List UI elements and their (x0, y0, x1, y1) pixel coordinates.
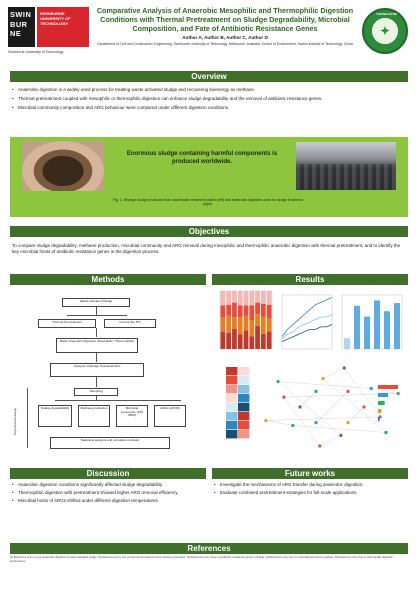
bar-segment (221, 291, 226, 306)
overview-bullets (12, 87, 408, 112)
bar (384, 311, 390, 349)
affiliations: Department of Civil and Construction Engineering, Swinburne University of Technology, Melbourne, Australia; School of Environment, Harbin Institute of Technology, China (97, 42, 353, 46)
band-heading: Enormous sludge containing harmful components is produced worldwide. (126, 151, 278, 165)
heatmap-cell (226, 367, 237, 375)
heatmap-cell (226, 421, 237, 429)
network-node (322, 377, 325, 380)
heatmap-chart (226, 367, 249, 438)
network-node (264, 419, 267, 422)
heatmap-cell (226, 430, 237, 438)
bar-segment (255, 303, 260, 315)
heatmap-cell (238, 394, 249, 402)
heatmap-cell (238, 367, 249, 375)
network-edge (266, 421, 293, 426)
legend-bar (378, 417, 380, 421)
flow-step: Analysis of Sludge Characteristics (50, 363, 144, 377)
poster-title: Comparative Analysis of Anaerobic Mesophilic and Thermophilic Digestion Conditions with Thermal Pretreatment on Sludge Degradability, Microbial Composition, and Fate of Antibiotic Resistance Genes (96, 6, 354, 33)
authors: Author A, Author B, Author C, Author D (182, 35, 268, 40)
heatmap-cell (238, 421, 249, 429)
network-edge (344, 368, 380, 417)
flow-step: Statistical analysis and correlation network (50, 437, 170, 449)
heatmap-cell (226, 394, 237, 402)
discussion-bullet: • Anaerobic digestion conditions significantly affected sludge degradability. (12, 482, 206, 488)
objectives-heading: Objectives (10, 226, 408, 237)
heatmap-cell (238, 412, 249, 420)
flow-step: Sampling (74, 388, 118, 396)
flow-step: Waste Activated Sludge (62, 298, 130, 307)
flow-connector (96, 396, 97, 400)
flow-connector (96, 377, 97, 387)
bar-segment (226, 291, 231, 305)
network-edge (323, 379, 386, 433)
chart-frame (282, 295, 332, 349)
flow-step: Sludge degradability (38, 405, 72, 427)
bar-segment (232, 291, 237, 303)
overview-bullet: • Microbial community composition and ARG behaviour were compared under different digestion conditions. (12, 105, 408, 111)
bar-segment (244, 330, 249, 349)
bar (344, 338, 350, 349)
legend-bar (378, 385, 398, 389)
bar-segment (249, 336, 254, 349)
bar-segment (261, 291, 266, 304)
side-label: Experimental design (13, 407, 17, 435)
flow-step: Control (No PT) (104, 319, 156, 328)
bar-segment (221, 306, 226, 318)
future-bullet: • Investigate the mechanisms of ARG transfer during anaerobic digestion. (214, 482, 408, 488)
results-figures (212, 287, 408, 465)
swinburne-subtext: Swinburne University of Technology (8, 50, 64, 54)
heatmap-cell (238, 385, 249, 393)
bar (394, 303, 400, 349)
flow-connector (67, 315, 127, 316)
heatmap-cell (226, 385, 237, 393)
network-node (298, 405, 301, 408)
bar-segment (221, 332, 226, 349)
seal-text: SWINBURNE (376, 12, 398, 16)
stacked-bar-chart (220, 291, 272, 349)
overview-bullet: • Thermal pretreatment coupled with mesophilic or thermophilic digestion can enhance sludge degradability and the removal of antibiotic resistance genes. (12, 96, 408, 102)
heatmap-cell (238, 376, 249, 384)
legend-bar (378, 393, 388, 397)
flow-step: Methane production (78, 405, 110, 427)
future-bullet: • Evaluate combined pretreatment strategies for full-scale applications. (214, 490, 408, 496)
discussion-bullet: • Thermophilic digestion with pretreatment showed higher ARG removal efficiency. (12, 490, 206, 496)
bar-segment (232, 329, 237, 349)
heatmap-cell (226, 403, 237, 411)
bar-segment (232, 317, 237, 329)
network-node (339, 434, 342, 437)
bar-chart (342, 295, 402, 349)
network-edge (278, 382, 341, 436)
band-caption: Fig. 1. Sewage sludge produced from wastewater treatment plants (left) and anaerobic digesters used for sludge treatment (right). (113, 198, 303, 207)
network-node (346, 421, 349, 424)
network-node (370, 387, 373, 390)
network-node (282, 396, 285, 399)
network-edge (293, 426, 386, 433)
flow-step: Microbial community (16S rRNA) (116, 405, 148, 427)
objectives-text: To compare sludge degradability, methane production, microbial community and ARG removal during mesophilic and thermophilic anaerobic digestion with thermal pretreatment, and to identify the key microbial hosts of antibiotic resistance genes in the digestion process. (12, 243, 401, 255)
network-node (384, 431, 387, 434)
results-heading: Results (212, 274, 408, 285)
bar-segment (249, 320, 254, 336)
network-node (314, 390, 317, 393)
header (0, 0, 418, 66)
flow-step: Batch Anaerobic Digestion (Mesophilic / Thermophilic) (56, 338, 138, 353)
references-heading: References (10, 543, 408, 554)
swinburne-logo-red: SWINBURNE UNIVERSITY OF TECHNOLOGY (37, 7, 89, 47)
chart-frame (342, 295, 402, 349)
network-edge (320, 435, 341, 446)
bar-segment (261, 304, 266, 317)
bar-segment (249, 291, 254, 306)
side-bracket (27, 388, 28, 448)
network-edge (323, 368, 344, 379)
bar-segment (238, 291, 243, 306)
bar-segment (226, 333, 231, 349)
bar-segment (249, 306, 254, 321)
bar-segment (221, 317, 226, 332)
bar (364, 317, 370, 349)
flow-step: Thermal Pretreatment (38, 319, 96, 328)
network-node (318, 444, 321, 447)
network-edge (278, 382, 371, 389)
bar-segment (238, 335, 243, 350)
bar-segment (255, 291, 260, 303)
heatmap-cell (238, 403, 249, 411)
institution-seal-icon (362, 8, 408, 54)
overview-bullet: • Anaerobic digestion is a widely used process for treating waste activated sludge and recovering bioenergy as methane. (12, 87, 408, 93)
flow-connector (55, 400, 181, 401)
network-node (276, 380, 279, 383)
legend-bar (378, 401, 385, 405)
swinburne-logo: SWIN BUR NE (8, 7, 35, 47)
network-node (291, 424, 294, 427)
methods-heading: Methods (10, 274, 206, 285)
bar-segment (267, 305, 272, 319)
bar-segment (244, 291, 249, 306)
network-node (362, 405, 365, 408)
bar-segment (226, 315, 231, 332)
discussion-bullets (12, 482, 206, 505)
network-node (343, 366, 346, 369)
future-works-heading: Future works (212, 468, 408, 479)
references-text: [1] Reference entry one on anaerobic digestion of waste activated sludge. [2] Reference entry two on thermal pretreatment and methane production. [3] Reference entry three on antibiotic resistance genes in sludge. [4] Reference entry four on microbial community analysis. [5] Reference entry five on thermophilic digestion performance. (10, 556, 394, 563)
seal-center-icon: ✦ (372, 18, 398, 44)
flow-connector (96, 307, 97, 315)
bar-segment (238, 306, 243, 318)
legend-bar (378, 409, 381, 413)
bar-segment (267, 319, 272, 332)
line-chart (282, 295, 332, 349)
heatmap-cell (226, 412, 237, 420)
network-edge (284, 397, 320, 446)
bar-segment (267, 332, 272, 349)
network-edge (300, 391, 316, 407)
sludge-photo (22, 141, 104, 191)
network-edge (371, 388, 398, 393)
bar-segment (244, 316, 249, 331)
flow-connector (96, 353, 97, 362)
bar (354, 306, 360, 349)
heatmap-cell (238, 430, 249, 438)
flow-step: ARGs (qPCR) (154, 405, 186, 427)
bar-segment (261, 317, 266, 334)
bar-segment (226, 305, 231, 315)
heatmap-cell (226, 376, 237, 384)
discussion-bullet: • Microbial hosts of ARGs shifted under different digestion temperatures. (12, 498, 206, 504)
digester-photo (296, 142, 396, 190)
discussion-heading: Discussion (10, 468, 206, 479)
bar-segment (244, 306, 249, 316)
bar-segment (261, 334, 266, 349)
future-works-bullets (214, 482, 408, 496)
bar (374, 300, 380, 349)
bar-segment (255, 326, 260, 349)
bar-segment (255, 314, 260, 326)
overview-heading: Overview (10, 71, 408, 82)
network-chart (264, 366, 400, 447)
network-node (397, 392, 400, 395)
bar-segment (232, 303, 237, 318)
bar-segment (238, 317, 243, 334)
bar-segment (267, 291, 272, 305)
network-node (314, 421, 317, 424)
network-node (346, 390, 349, 393)
flow-connector (96, 328, 97, 337)
network-edge (348, 407, 364, 423)
